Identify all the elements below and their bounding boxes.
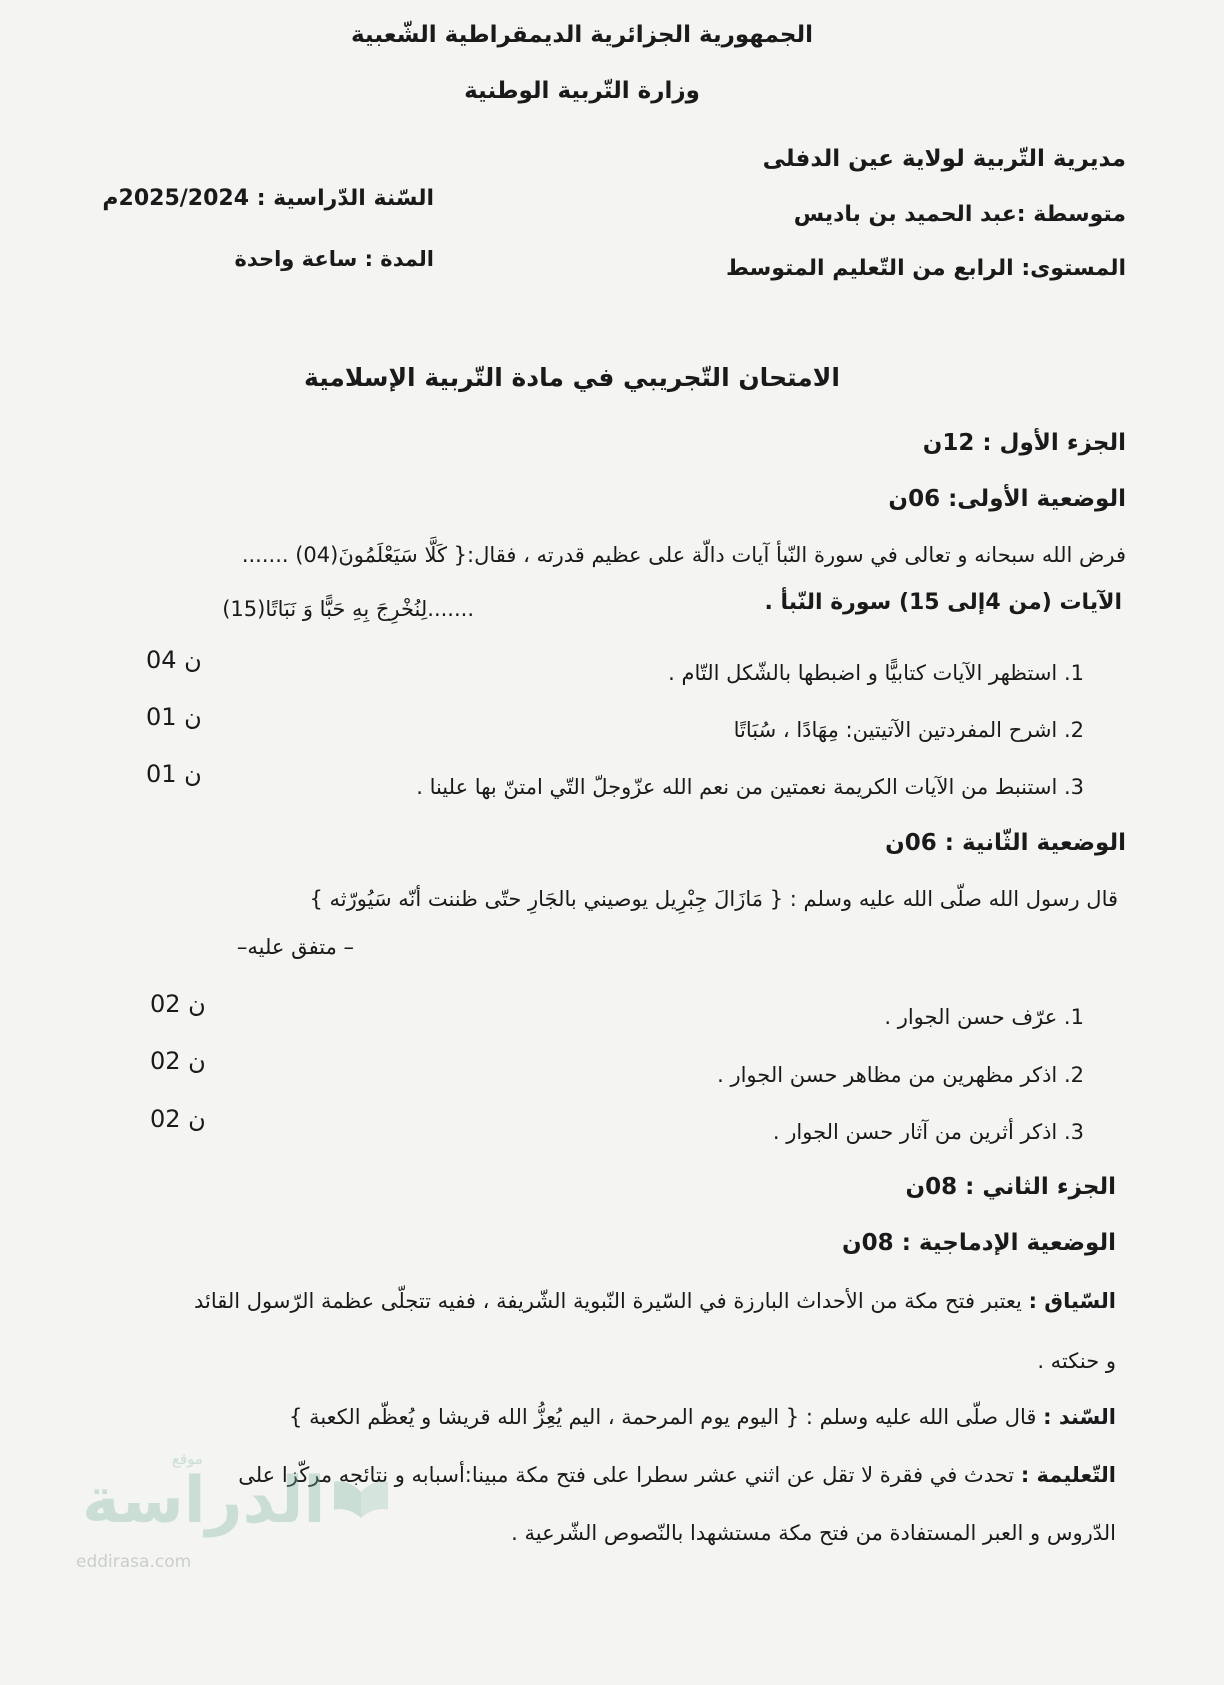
exam-title: الامتحان التّجريبي في مادة التّربية الإسلامية <box>304 363 840 392</box>
s2-score-2: 02 ن <box>150 1047 206 1075</box>
s1-score-2: 01 ن <box>146 703 202 731</box>
school-year: السّنة الدّراسية : 2025/2024م <box>102 186 434 211</box>
situation2-title: الوضعية الثّانية : 06ن <box>885 830 1126 856</box>
situation1-text-line2: .......لِنُخْرِجَ بِهِ حَبًّا وَ نَبَاتًا(15) <box>222 597 474 621</box>
hadith-text: قال رسول الله صلّى الله عليه وسلم : { مَازَالَ جِبْرِيل يوصيني بالجَارِ حتّى ظننت أنّه سَيُورّثه } <box>309 887 1118 911</box>
situation1-text-line1: فرض الله سبحانه و تعالى في سورة النّبأ آيات دالّة على عظيم قدرته ، فقال:{ كَلَّا سَيَعْلَمُونَ(04) ....... <box>241 543 1126 567</box>
part1-title: الجزء الأول : 12ن <box>922 430 1126 456</box>
ministry-title: وزارة التّربية الوطنية <box>464 78 700 104</box>
level: المستوى: الرابع من التّعليم المتوسط <box>726 256 1126 281</box>
exam-duration: المدة : ساعة واحدة <box>234 247 434 271</box>
context-line2: و حنكته . <box>1037 1349 1116 1373</box>
verses-reference: الآيات (من 4إلى 15) سورة النّبأ . <box>764 590 1122 615</box>
s2-question-3: 3. اذكر أثرين من آثار حسن الجوار . <box>772 1120 1084 1144</box>
support-text: قال صلّى الله عليه وسلم : { اليوم يوم المرحمة ، اليم يُعِزُّ الله قريشا و يُعظّم الكعبة } <box>289 1405 1037 1429</box>
school-name: متوسطة :عبد الحميد بن باديس <box>793 202 1126 227</box>
instruction-label: التّعليمة : <box>1020 1463 1116 1487</box>
s1-score-3: 01 ن <box>146 760 202 788</box>
part2-title: الجزء الثاني : 08ن <box>905 1174 1116 1200</box>
situation1-title: الوضعية الأولى: 06ن <box>888 486 1126 512</box>
instruction-line2: الدّروس و العبر المستفادة من فتح مكة مستشهدا بالنّصوص الشّرعية . <box>511 1521 1116 1545</box>
s1-score-1: 04 ن <box>146 646 202 674</box>
s1-question-2: 2. اشرح المفردتين الآتيتين: مِهَادًا ، سُبَاتًا <box>733 718 1084 742</box>
support-line <box>289 1402 1116 1432</box>
s1-question-1: 1. استظهر الآيات كتابيًّا و اضبطها بالشّكل التّام . <box>668 661 1084 685</box>
book-logo-icon <box>330 1468 392 1530</box>
watermark-url: eddirasa.com <box>76 1552 192 1572</box>
instruction-text: تحدث في فقرة لا تقل عن اثني عشر سطرا على فتح مكة مبينا:أسبابه و نتائجه مركّزا على <box>238 1463 1015 1487</box>
watermark-prefix: موقع <box>172 1450 203 1468</box>
hadith-source: – متفق عليه– <box>236 935 354 959</box>
site-watermark <box>62 1450 402 1576</box>
s2-score-1: 02 ن <box>150 990 206 1018</box>
s2-question-1: 1. عرّف حسن الجوار . <box>884 1005 1084 1029</box>
s1-question-3: 3. استنبط من الآيات الكريمة نعمتين من نعم الله عزّوجلّ التّي امتنّ بها علينا . <box>416 775 1084 799</box>
republic-title: الجمهورية الجزائرية الديمقراطية الشّعبية <box>350 22 814 48</box>
integration-title: الوضعية الإدماجية : 08ن <box>842 1230 1116 1256</box>
watermark-brand: الدراسة <box>82 1464 326 1538</box>
directorate: مديرية التّربية لولاية عين الدفلى <box>762 146 1126 172</box>
s2-question-2: 2. اذكر مظهرين من مظاهر حسن الجوار . <box>717 1063 1084 1087</box>
s2-score-3: 02 ن <box>150 1105 206 1133</box>
context-line1 <box>194 1286 1116 1316</box>
context-label: السّياق : <box>1028 1289 1116 1313</box>
support-label: السّند : <box>1043 1405 1116 1429</box>
context-text: يعتبر فتح مكة من الأحداث البارزة في السّيرة النّبوية الشّريفة ، ففيه تتجلّى عظمة الرّسول القائد <box>193 1289 1022 1313</box>
